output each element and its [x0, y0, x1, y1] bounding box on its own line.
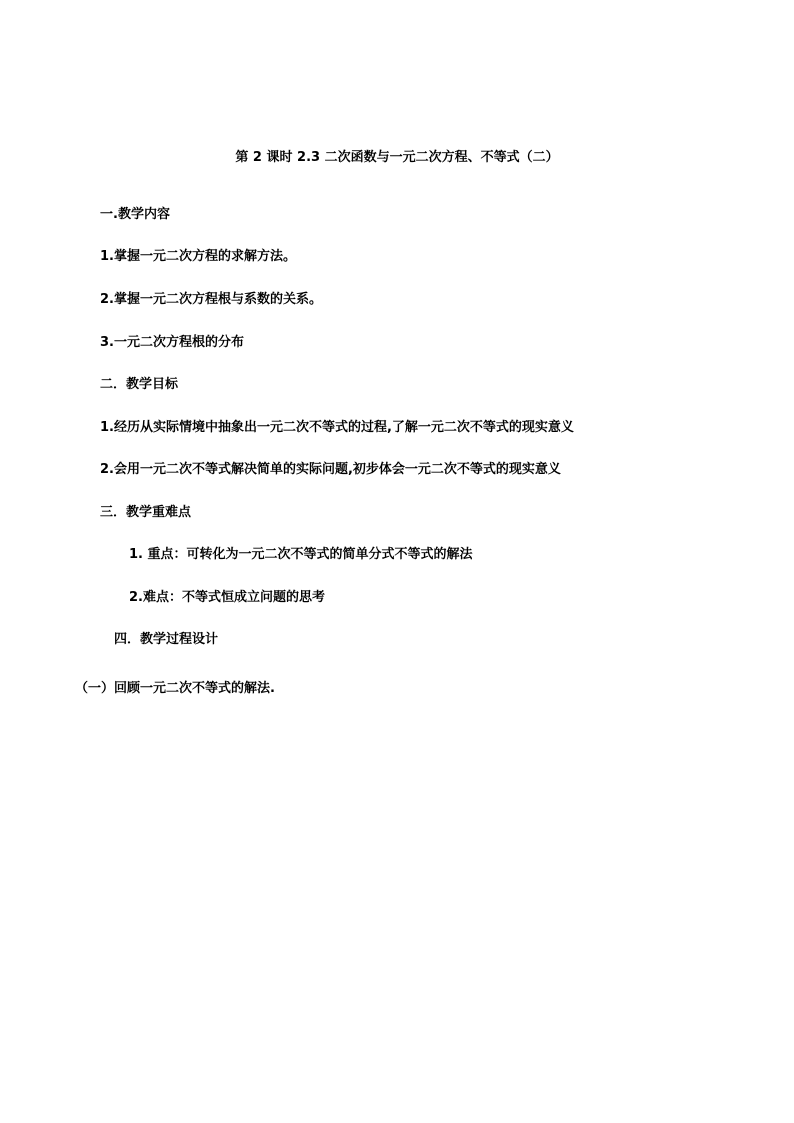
document-title: 第 2 课时 2.3 二次函数与一元二次方程、不等式（二）: [235, 150, 559, 165]
key-point-item: 1. 重点：可转化为一元二次不等式的简单分式不等式的解法: [129, 547, 473, 562]
section-heading-teaching-content: 一.教学内容: [100, 207, 170, 222]
goal-item: 1.经历从实际情境中抽象出一元二次不等式的过程,了解一元二次不等式的现实意义: [100, 420, 574, 435]
part-heading-review: （一）回顾一元二次不等式的解法.: [75, 681, 275, 696]
content-item: 1.掌握一元二次方程的求解方法。: [100, 249, 296, 264]
section-heading-key-points: 三．教学重难点: [100, 505, 192, 520]
content-item: 3.一元二次方程根的分布: [100, 335, 244, 350]
difficulty-item: 2.难点：不等式恒成立问题的思考: [129, 590, 325, 605]
section-heading-process-design: 四．教学过程设计: [114, 632, 219, 647]
section-heading-teaching-goals: 二．教学目标: [100, 377, 179, 392]
goal-item: 2.会用一元二次不等式解决简单的实际问题,初步体会一元二次不等式的现实意义: [100, 462, 561, 477]
content-item: 2.掌握一元二次方程根与系数的关系。: [100, 292, 322, 307]
